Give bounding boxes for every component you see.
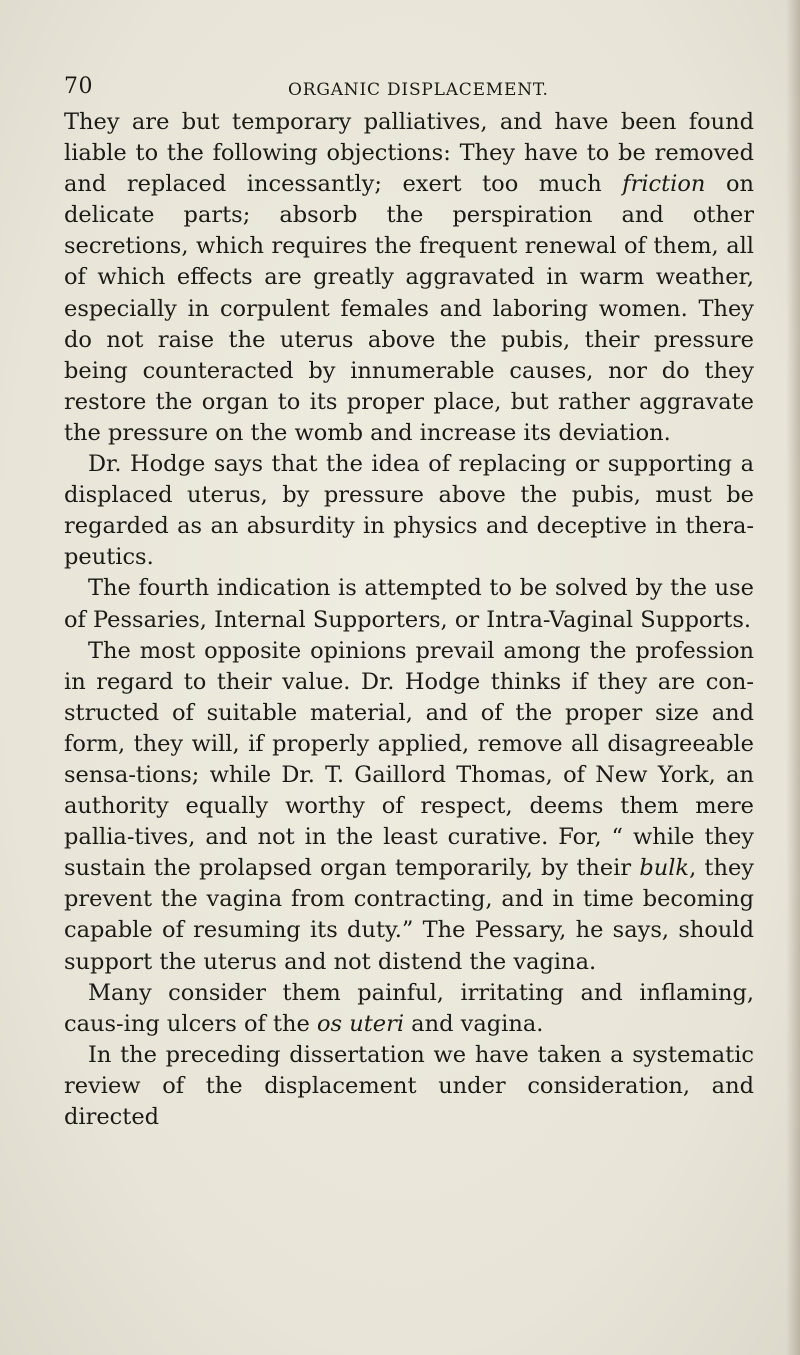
page-number: 70 — [64, 74, 93, 99]
paragraph-palliatives: They are but temporary palliatives, and have been found liable to the following objections: They have to be removed and replaced incessantly; exert too much friction on delicate parts; absorb the perspiration and other secretions, which requires the frequent renewal of them, all of which effects are greatly aggravated in warm weather, especially in corpulent females and laboring women. They do not raise the uterus above the pubis, their pressure being counteracted by innumerable causes, nor do they restore the organ to its proper place, but rather aggravate the pressure on the womb and increase its deviation. — [64, 109, 754, 446]
emphasis-os-uteri: os uteri — [316, 1010, 405, 1037]
page-edge-shadow — [786, 0, 800, 1355]
body-text — [64, 107, 754, 1133]
paragraph-dissertation: In the preceding dissertation we have taken a systematic review of the displacement under consideration, and directed — [64, 1041, 754, 1130]
paragraph-fourth-indication: The fourth indication is attempted to be solved by the use of Pessaries, Internal Supporters, or Intra-Vaginal Supports. — [64, 575, 754, 633]
emphasis-friction: friction — [622, 171, 706, 198]
emphasis-bulk: bulk — [639, 855, 690, 882]
page-header — [64, 74, 764, 108]
paragraph-opposite-opinions: The most opposite opinions prevail among the profession in regard to their value. Dr. Hodge thinks if they are con-structed of suitable material, and of the proper size and form, they will, if properly applied, remove all disagreeable sensa-tions; while Dr. T. Gaillord Thomas, of New York, an authority equally worthy of respect, deems them mere pallia-tives, and not in the least curative. For, “ while they sustain the prolapsed organ temporarily, by their bulk, they prevent the vagina from contracting, and in time becoming capable of resuming its duty.” The Pessary, he says, should support the uterus and not distend the vagina. — [64, 637, 754, 975]
paragraph-painful: Many consider them painful, irritating and inflaming, caus-ing ulcers of the os uteri and vagina. — [64, 979, 754, 1037]
paragraph-hodge-opinion: Dr. Hodge says that the idea of replacing or supporting a displaced uterus, by pressure above the pubis, must be regarded as an absurdity in physics and deceptive in thera-peutics. — [64, 451, 754, 571]
running-head: ORGANIC DISPLACEMENT. — [288, 80, 549, 100]
